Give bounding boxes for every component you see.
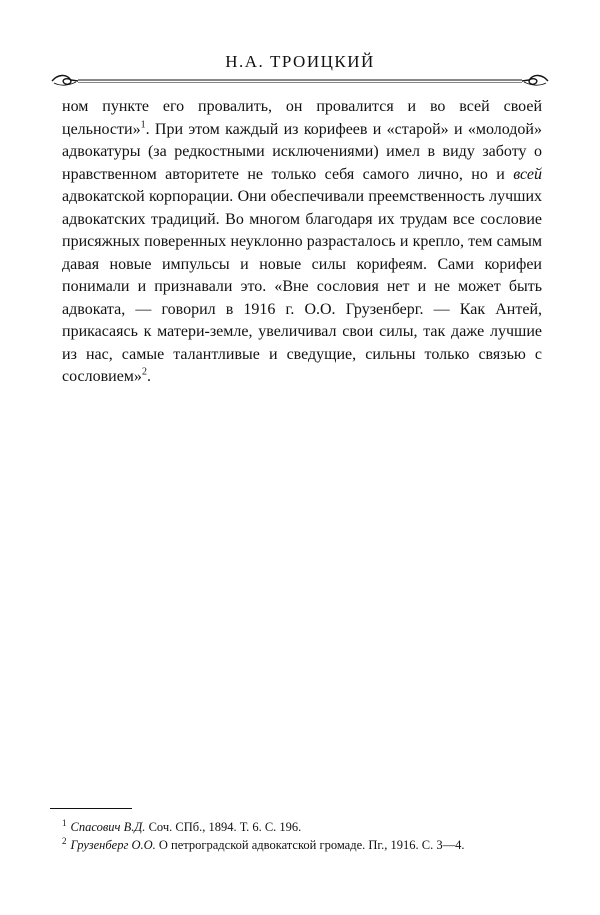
footnote-ref-2[interactable]: 2: [141, 366, 147, 378]
footnote-number: 2: [62, 835, 67, 846]
flourish-ornament: [50, 70, 550, 90]
footnotes: [62, 818, 542, 854]
text-segment: .: [146, 368, 151, 385]
footnote-author: Спасович В.Д.: [70, 820, 146, 834]
running-head: [50, 52, 550, 92]
footnote-text: Соч. СПб., 1894. Т. 6. С. 196.: [145, 820, 302, 834]
footnote-ref-1[interactable]: 1: [140, 119, 146, 131]
footnote-author: Грузенберг О.О.: [70, 838, 156, 852]
footnote-1: [62, 818, 542, 836]
footnote-number: 1: [62, 817, 67, 828]
text-segment: . При этом каждый из корифеев и «старой» и «молодой» адвокатуры (за редкостными исключениями) имел в виду заботу о нравственном авторитете не только себя самого лично, но и: [62, 120, 542, 183]
text-segment: адвокатской корпорации. Они обеспечивали преемственность лучших адвокатских традиций. Во многом благодаря их трудам все сословие присяжных поверенных неуклонно разрасталось и крепло, тем самым давая новые импульсы и новые силы корифеям. Сами корифеи понимали и признавали это. «Вне сословия нет и не может быть адвоката, — говорил в 1916 г. О.О. Грузенберг. — Как Антей, прикасаясь к матери-земле, увеличивал свои силы, так даже лучшие из нас, самые талантливые и сведущие, сильны только связью с сословием»: [62, 188, 542, 385]
footnote-divider: [50, 808, 132, 809]
text-segment: ном пункте его провалить, он провалится и во всей своей цельности»: [62, 98, 542, 138]
main-text: [62, 96, 542, 389]
footnote-2: [62, 836, 542, 854]
footnote-text: О петроградской адвокатской громаде. Пг., 1916. С. 3—4.: [155, 838, 465, 852]
running-title: Н.А. ТРОИЦКИЙ: [225, 52, 375, 71]
emphasis: всей: [513, 165, 542, 183]
paragraph: [62, 96, 542, 389]
